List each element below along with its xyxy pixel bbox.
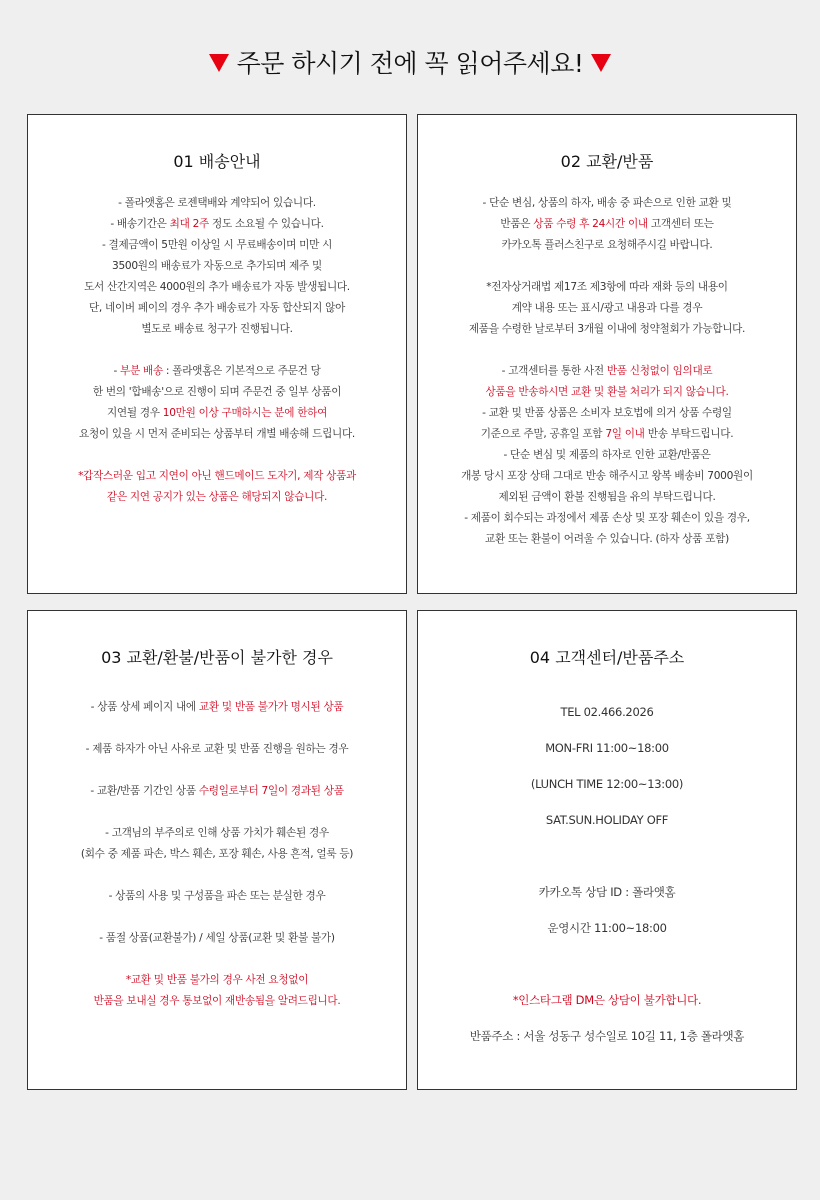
body-text: - 상품 상세 페이지 내에 xyxy=(90,701,199,713)
body-text: - 배송기간은 xyxy=(110,218,170,230)
line-spacer xyxy=(418,340,796,361)
text-line xyxy=(418,424,796,445)
text-line xyxy=(28,235,406,256)
body-text: (회수 중 제품 파손, 박스 훼손, 포장 훼손, 사용 흔적, 얼룩 등) xyxy=(80,848,354,860)
text-line xyxy=(28,886,406,907)
text-line xyxy=(28,361,406,382)
exchange-return-section xyxy=(417,114,797,594)
body-text: 도서 산간지역은 4000원의 추가 배송료가 자동 발생됩니다. xyxy=(84,281,350,293)
body-text: - 교환 및 반품 상품은 소비자 보호법에 의거 상품 수령일 xyxy=(482,407,732,419)
text-line xyxy=(418,1018,796,1054)
text-line xyxy=(28,256,406,277)
body-text: 개봉 당시 포장 상태 그대로 반송 해주시고 왕복 배송비 7000원이 xyxy=(461,470,753,482)
text-line xyxy=(28,487,406,508)
non-returnable-section xyxy=(27,610,407,1090)
text-line xyxy=(418,403,796,424)
body-text: : 폴라앳홈은 기본적으로 주문건 당 xyxy=(162,365,321,377)
text-line xyxy=(28,823,406,844)
text-line xyxy=(418,361,796,382)
body-text: 3500원의 배송료가 자동으로 추가되며 제주 및 xyxy=(112,260,322,272)
text-line xyxy=(28,844,406,865)
text-line xyxy=(418,466,796,487)
highlight-text: 교환 및 반품 불가가 명시된 상품 xyxy=(198,701,344,713)
text-line xyxy=(28,697,406,718)
line-spacer xyxy=(28,802,406,823)
text-line xyxy=(418,508,796,529)
text-line xyxy=(418,277,796,298)
text-line xyxy=(28,991,406,1012)
body-text: 고객센터 또는 xyxy=(647,218,714,230)
text-line xyxy=(418,874,796,910)
text-line xyxy=(418,193,796,214)
body-text: - 교환/반품 기간인 상품 xyxy=(90,785,199,797)
body-text: 제품을 수령한 날로부터 3개월 이내에 청약철회가 가능합니다. xyxy=(468,323,746,335)
text-line xyxy=(418,694,796,730)
body-text: 기준으로 주말, 공휴일 포함 xyxy=(480,428,606,440)
text-line xyxy=(418,298,796,319)
text-line xyxy=(418,382,796,403)
section-title: 02 교환/반품 xyxy=(560,152,654,171)
body-text: - 폴라앳홈은 로젠택배와 계약되어 있습니다. xyxy=(118,197,316,209)
text-line xyxy=(28,739,406,760)
body-text: 카카오톡 상담 ID : 폴라앳홈 xyxy=(538,885,676,899)
section-title: 03 교환/환불/반품이 불가한 경우 xyxy=(101,648,333,667)
text-line xyxy=(418,766,796,802)
page-header xyxy=(0,44,820,80)
text-line xyxy=(28,928,406,949)
highlight-text: 최대 2주 xyxy=(169,218,209,230)
body-text: - xyxy=(113,365,121,377)
body-text: 반송 부탁드립니다. xyxy=(644,428,734,440)
text-line xyxy=(418,445,796,466)
body-text: - 제품이 회수되는 과정에서 제품 손상 및 포장 훼손이 있을 경우, xyxy=(464,512,750,524)
page-title: 주문 하시기 전에 꼭 읽어주세요! xyxy=(236,49,584,78)
shipping-info-section xyxy=(27,114,407,594)
down-triangle-icon xyxy=(209,54,229,72)
text-line xyxy=(28,298,406,319)
down-triangle-icon xyxy=(591,54,611,72)
body-text: *전자상거래법 제17조 제3항에 따라 재화 등의 내용이 xyxy=(486,281,728,293)
line-spacer xyxy=(28,445,406,466)
text-line xyxy=(28,424,406,445)
text-line xyxy=(28,319,406,340)
highlight-text: 상품을 반송하시면 교환 및 환불 처리가 되지 않습니다. xyxy=(485,386,729,398)
text-line xyxy=(28,382,406,403)
section-body xyxy=(418,193,796,550)
line-spacer xyxy=(28,340,406,361)
customer-center-section xyxy=(417,610,797,1090)
text-line xyxy=(28,403,406,424)
body-text: 한 번의 '합배송'으로 진행이 되며 주문건 중 일부 상품이 xyxy=(92,386,342,398)
highlight-text: 7일 이내 xyxy=(605,428,645,440)
text-line xyxy=(418,982,796,1018)
body-text: - 고객센터를 통한 사전 xyxy=(501,365,607,377)
body-text: MON-FRI 11:00~18:00 xyxy=(545,741,669,755)
body-text: 계약 내용 또는 표시/광고 내용과 다를 경우 xyxy=(511,302,703,314)
text-line xyxy=(28,970,406,991)
line-spacer xyxy=(418,256,796,277)
text-line xyxy=(28,214,406,235)
body-text: - 품절 상품(교환불가) / 세일 상품(교환 및 환불 불가) xyxy=(99,932,335,944)
highlight-text: *갑작스러운 입고 지연이 아닌 핸드메이드 도자기, 제작 상품과 xyxy=(78,470,356,482)
highlight-text: 수령일로부터 7일이 경과된 상품 xyxy=(198,785,344,797)
highlight-text: *교환 및 반품 불가의 경우 사전 요청없이 xyxy=(125,974,309,986)
text-line xyxy=(28,466,406,487)
body-text: 요청이 있을 시 먼저 준비되는 상품부터 개별 배송해 드립니다. xyxy=(79,428,355,440)
text-line xyxy=(418,319,796,340)
text-line xyxy=(28,277,406,298)
highlight-text: 같은 지연 공지가 있는 상품은 해당되지 않습니다. xyxy=(106,491,328,503)
section-body xyxy=(28,697,406,1012)
text-line xyxy=(418,730,796,766)
body-text: SAT.SUN.HOLIDAY OFF xyxy=(545,813,669,827)
body-text: 카카오톡 플러스친구로 요청해주시길 바랍니다. xyxy=(501,239,713,251)
highlight-text: 상품 수령 후 24시간 이내 xyxy=(533,218,648,230)
text-line xyxy=(418,529,796,550)
body-text: - 단순 변심, 상품의 하자, 배송 중 파손으로 인한 교환 및 xyxy=(482,197,732,209)
text-line xyxy=(28,781,406,802)
body-text: - 제품 하자가 아닌 사유로 교환 및 반품 진행을 원하는 경우 xyxy=(85,743,349,755)
body-text: (LUNCH TIME 12:00~13:00) xyxy=(530,777,684,791)
text-line xyxy=(418,487,796,508)
text-line xyxy=(28,193,406,214)
text-line xyxy=(418,802,796,838)
line-spacer xyxy=(28,949,406,970)
line-spacer xyxy=(28,718,406,739)
body-text: - 고객님의 부주의로 인해 상품 가치가 훼손된 경우 xyxy=(105,827,329,839)
line-spacer xyxy=(418,946,796,982)
body-text: 교환 또는 환불이 어려울 수 있습니다. (하자 상품 포함) xyxy=(485,533,729,545)
body-text: 별도로 배송료 청구가 진행됩니다. xyxy=(141,323,293,335)
highlight-text: 반품을 보내실 경우 통보없이 재반송됨을 알려드립니다. xyxy=(93,995,341,1007)
section-body xyxy=(418,694,796,1054)
body-text: 반품주소 : 서울 성동구 성수일로 10길 11, 1층 폴라앳홈 xyxy=(469,1029,745,1043)
text-line xyxy=(418,235,796,256)
body-text: 제외된 금액이 환불 진행됨을 유의 부탁드립니다. xyxy=(498,491,716,503)
body-text: 정도 소요될 수 있습니다. xyxy=(208,218,324,230)
body-text: - 상품의 사용 및 구성품을 파손 또는 분실한 경우 xyxy=(108,890,326,902)
highlight-text: 부분 배송 xyxy=(120,365,163,377)
section-title: 01 배송안내 xyxy=(173,152,261,171)
body-text: - 결제금액이 5만원 이상일 시 무료배송이며 미만 시 xyxy=(101,239,333,251)
highlight-text: *인스타그램 DM은 상담이 불가합니다. xyxy=(512,993,702,1007)
body-text: TEL 02.466.2026 xyxy=(560,705,654,719)
line-spacer xyxy=(28,760,406,781)
section-title: 04 고객센터/반품주소 xyxy=(529,648,685,667)
highlight-text: 10만원 이상 구매하시는 분에 한하여 xyxy=(162,407,328,419)
body-text: - 단순 변심 및 제품의 하자로 인한 교환/반품은 xyxy=(503,449,711,461)
text-line xyxy=(418,910,796,946)
body-text: 지연될 경우 xyxy=(106,407,163,419)
line-spacer xyxy=(28,907,406,928)
line-spacer xyxy=(28,865,406,886)
body-text: 단, 네이버 페이의 경우 추가 배송료가 자동 합산되지 않아 xyxy=(88,302,346,314)
body-text: 운영시간 11:00~18:00 xyxy=(547,921,667,935)
section-body xyxy=(28,193,406,508)
highlight-text: 반품 신청없이 임의대로 xyxy=(606,365,713,377)
line-spacer xyxy=(418,838,796,874)
text-line xyxy=(418,214,796,235)
body-text: 반품은 xyxy=(500,218,534,230)
